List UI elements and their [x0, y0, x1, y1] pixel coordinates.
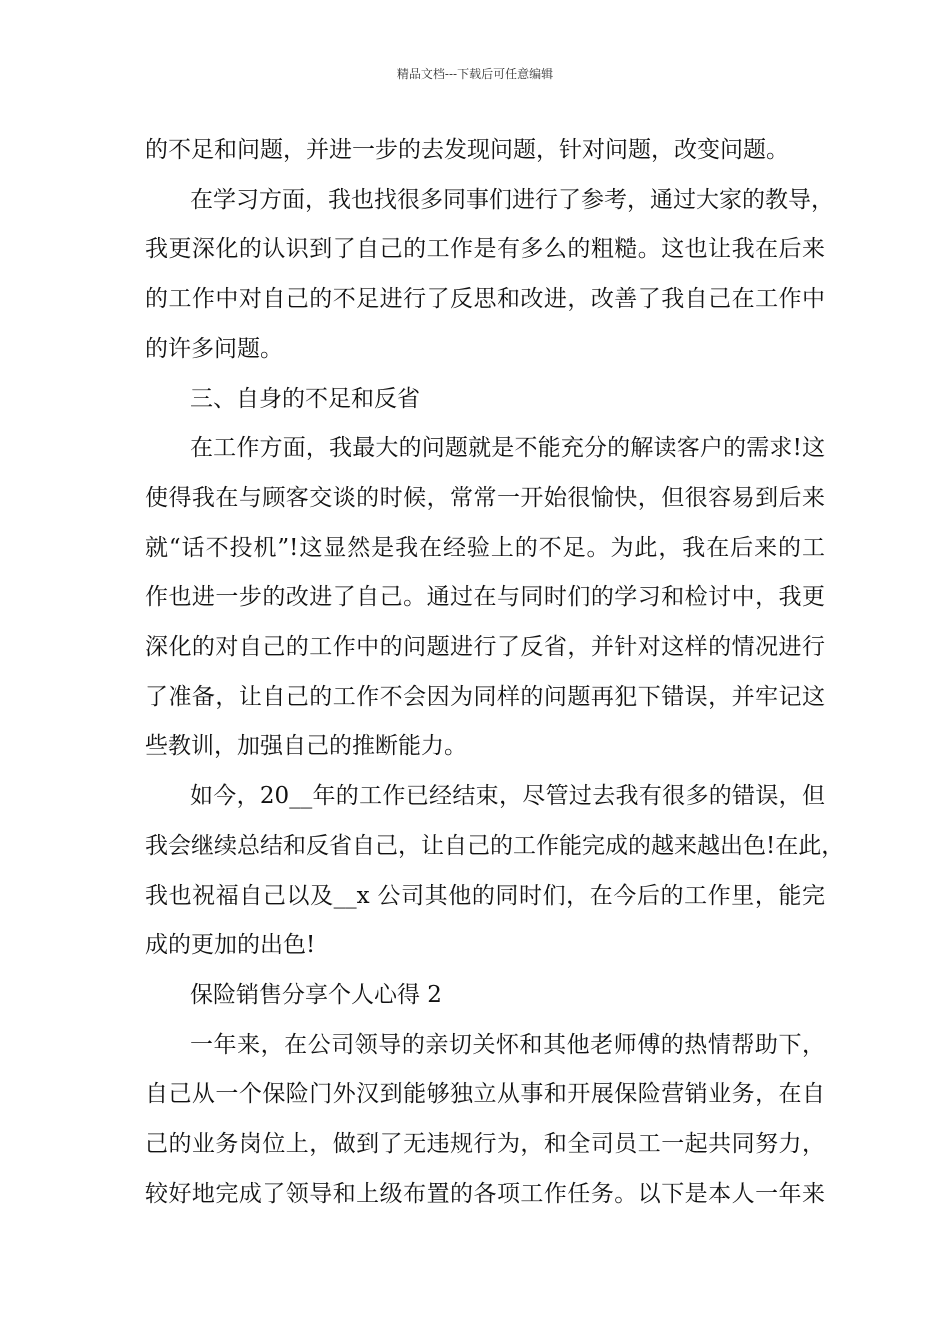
text-line: 就“话不投机”!这显然是我在经验上的不足。为此，我在后来的工 — [145, 535, 825, 561]
text-line: 三、自身的不足和反省 — [190, 386, 420, 412]
text-line: 我更深化的认识到了自己的工作是有多么的粗糙。这也让我在后来 — [145, 236, 825, 262]
text-line: 成的更加的出色! — [145, 932, 316, 958]
text-line: 如今，20__年的工作已经结束，尽管过去我有很多的错误，但 — [190, 783, 825, 809]
text-line: 在工作方面，我最大的问题就是不能充分的解读客户的需求!这 — [190, 435, 825, 461]
text-line: 一年来，在公司领导的亲切关怀和其他老师傅的热情帮助下， — [190, 1032, 825, 1058]
text-line: 在学习方面，我也找很多同事们进行了参考，通过大家的教导， — [190, 187, 834, 213]
text-line: 的不足和问题，并进一步的去发现问题，针对问题，改变问题。 — [145, 137, 789, 163]
text-line: 的许多问题。 — [145, 336, 283, 362]
text-line: 我也祝福自己以及__x 公司其他的同时们，在今后的工作里，能完 — [145, 883, 825, 909]
text-line: 些教训，加强自己的推断能力。 — [145, 733, 467, 759]
text-line: 较好地完成了领导和上级布置的各项工作任务。以下是本人一年来 — [145, 1181, 825, 1207]
text-line: 作也进一步的改进了自己。通过在与同时们的学习和检讨中，我更 — [145, 584, 825, 610]
text-line: 的工作中对自己的不足进行了反思和改进，改善了我自己在工作中 — [145, 286, 825, 312]
text-line: 使得我在与顾客交谈的时候，常常一开始很愉快，但很容易到后来 — [145, 485, 825, 511]
text-line: 保险销售分享个人心得 2 — [190, 982, 442, 1008]
text-line: 深化的对自己的工作中的问题进行了反省，并针对这样的情况进行 — [145, 634, 825, 660]
text-line: 了准备，让自己的工作不会因为同样的问题再犯下错误，并牢记这 — [145, 684, 825, 710]
text-line: 我会继续总结和反省自己，让自己的工作能完成的越来越出色!在此， — [145, 833, 845, 859]
text-line: 己的业务岗位上，做到了无违规行为，和全司员工一起共同努力， — [145, 1131, 825, 1157]
page-header: 精品文档---下载后可任意编辑 — [396, 67, 554, 81]
text-line: 自己从一个保险门外汉到能够独立从事和开展保险营销业务，在自 — [145, 1081, 825, 1107]
